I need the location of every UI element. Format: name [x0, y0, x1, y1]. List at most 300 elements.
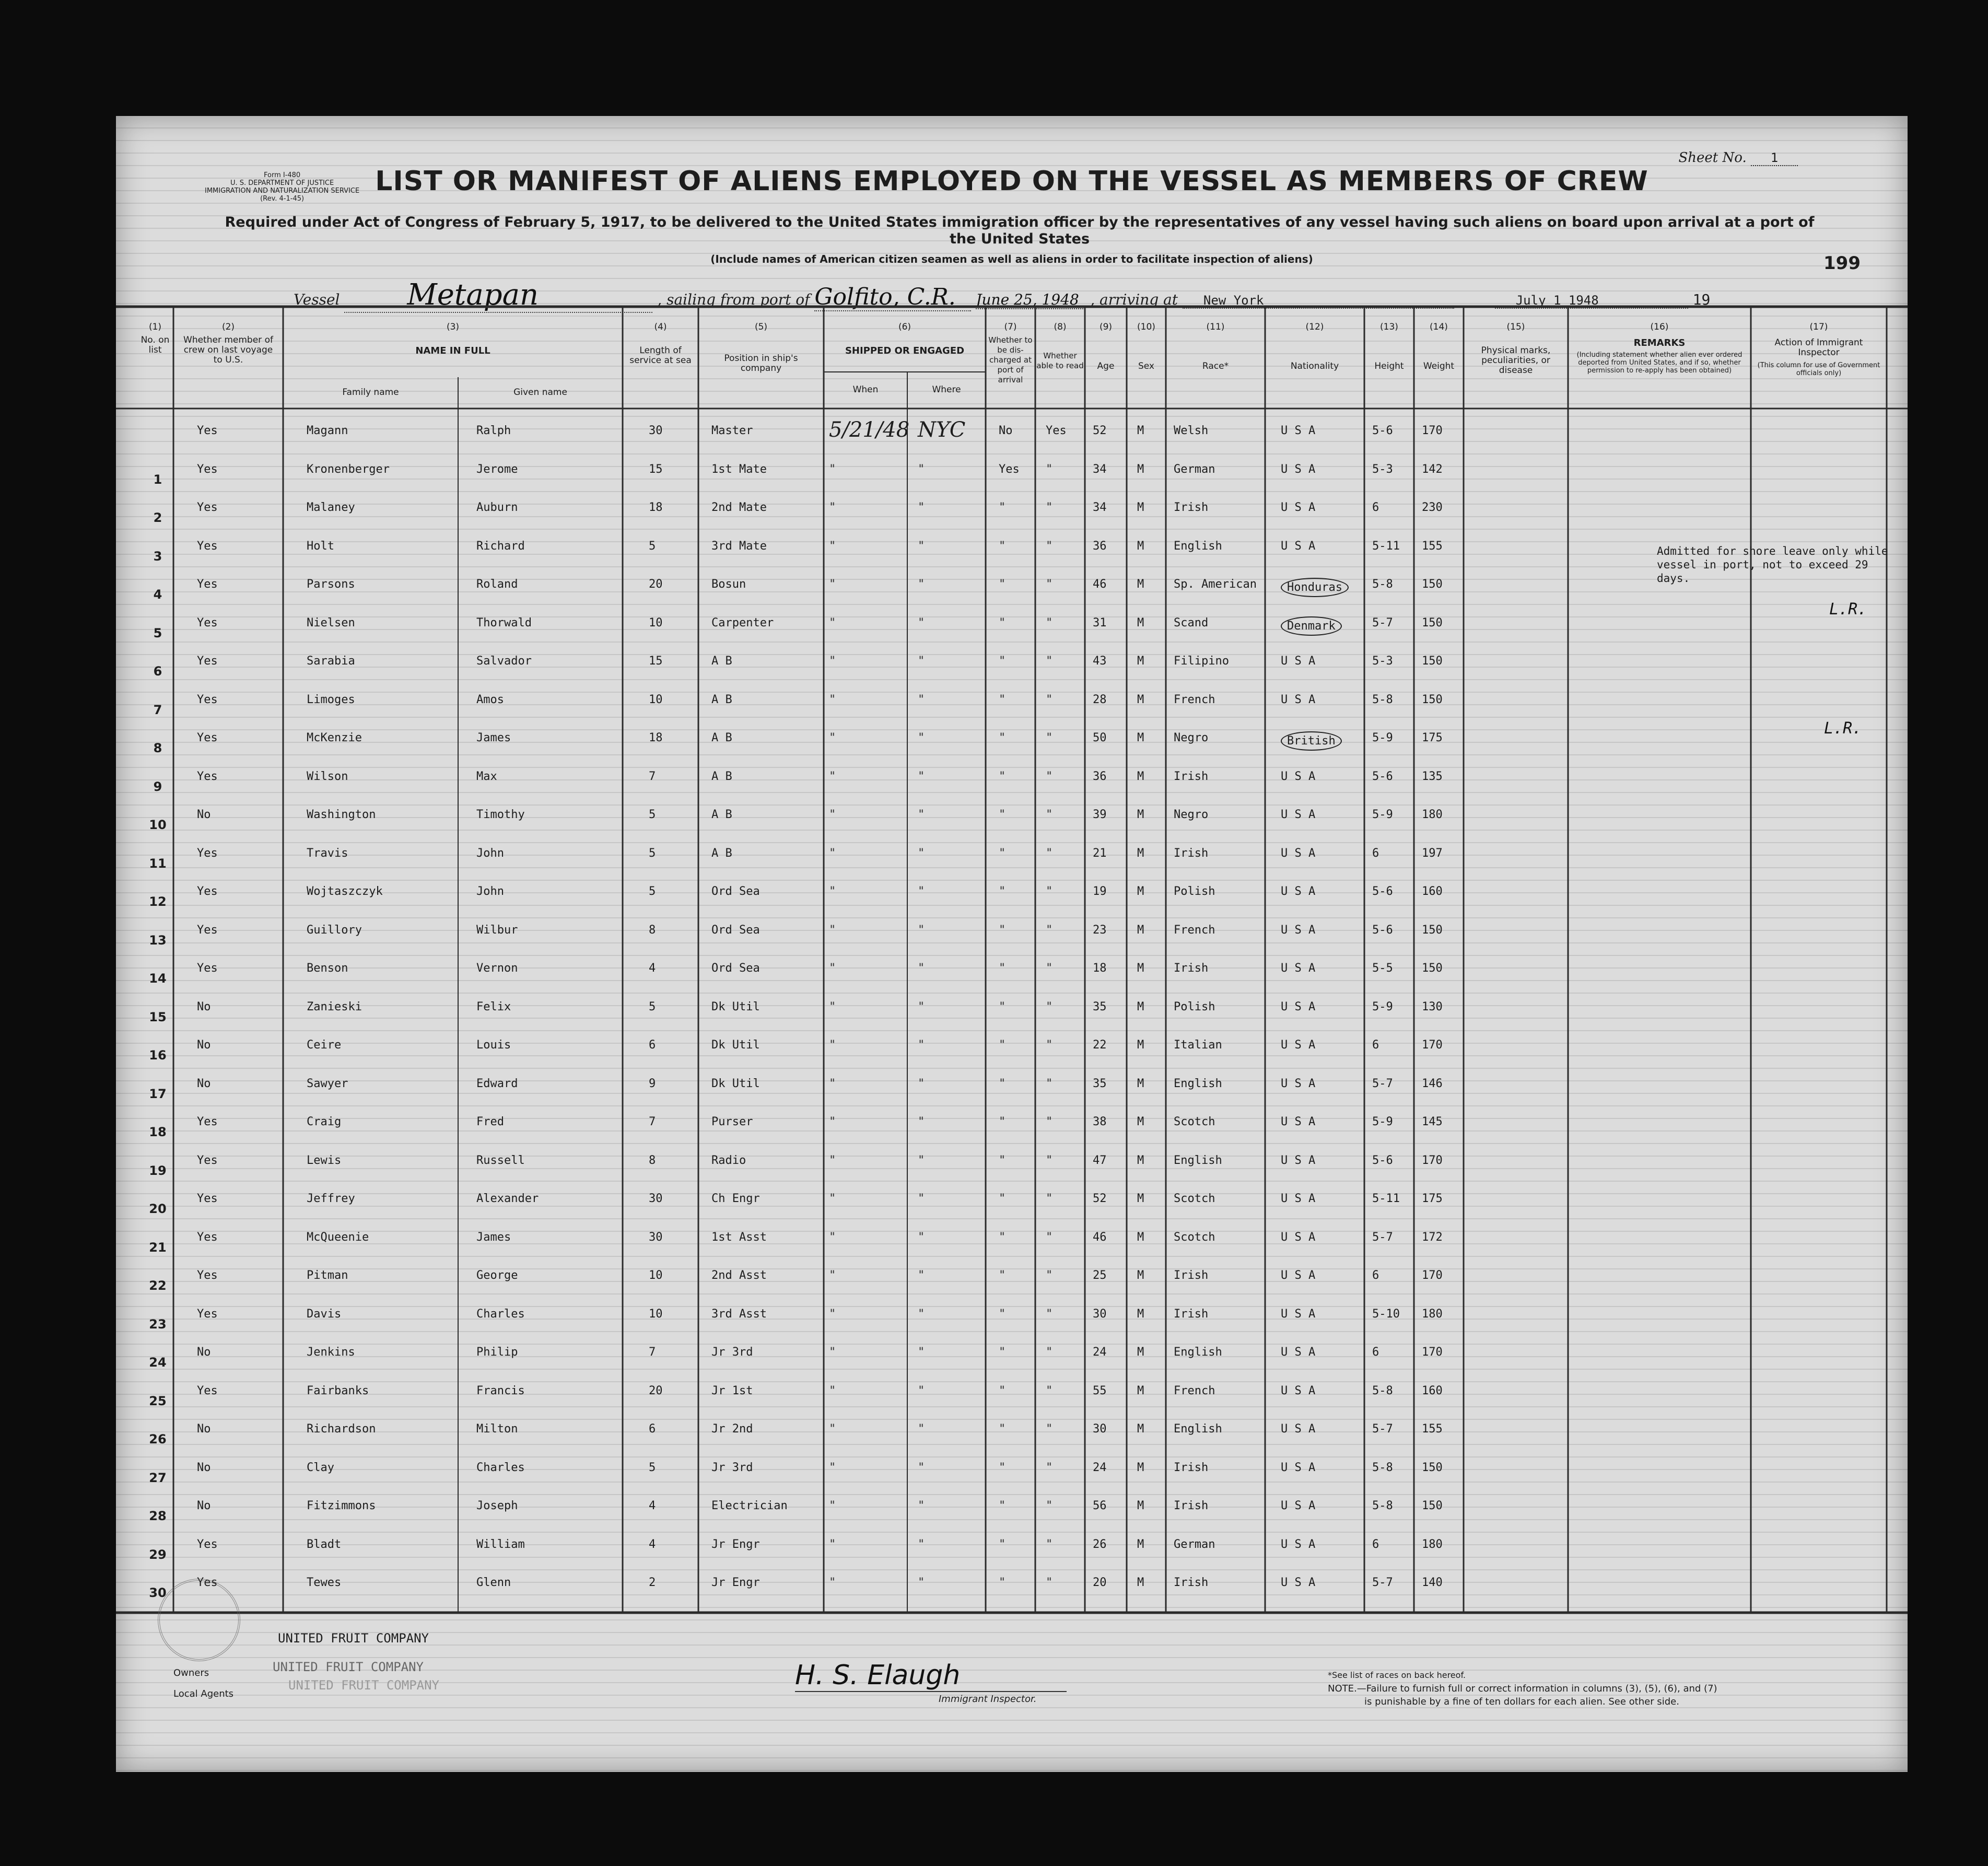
row-age: 19: [1093, 885, 1107, 898]
row-race: English: [1174, 539, 1222, 553]
row-family-name: McKenzie: [307, 731, 362, 744]
row-able-to-read: ": [1046, 1039, 1053, 1052]
col-num-2: (2): [221, 322, 235, 332]
row-family-name: Jenkins: [307, 1346, 355, 1359]
row-shipped-when: ": [829, 1384, 836, 1397]
row-family-name: Pitman: [307, 1269, 348, 1282]
row-sex: M: [1137, 769, 1144, 783]
col-given-name: Given name: [513, 387, 567, 398]
row-shipped-when: ": [829, 616, 836, 629]
row-able-to-read: ": [1046, 731, 1053, 744]
row-family-name: Sarabia: [307, 655, 355, 668]
row-shipped-when: 5/21/48: [829, 418, 910, 442]
col-num-14: (14): [1430, 322, 1448, 332]
row-list-number: 30: [149, 1585, 167, 1600]
row-list-number: 14: [149, 971, 167, 986]
row-given-name: Russell: [476, 1153, 525, 1167]
vessel-label: Vessel: [294, 291, 340, 308]
row-nationality: U S A: [1281, 1192, 1316, 1205]
row-given-name: Felix: [476, 1000, 511, 1013]
row-list-number: 1: [153, 472, 162, 487]
vessel-line: [294, 278, 1710, 313]
row-height: 5-3: [1372, 655, 1393, 668]
row-weight: 170: [1422, 1269, 1443, 1282]
row-last-voyage: Yes: [197, 885, 218, 898]
row-able-to-read: ": [1046, 1384, 1053, 1397]
row-sex: M: [1137, 1115, 1144, 1128]
manifest-sheet: [116, 116, 1908, 1772]
row-sex: M: [1137, 846, 1144, 860]
row-family-name: Magann: [307, 424, 348, 437]
row-shipped-when: ": [829, 501, 836, 514]
row-able-to-read: ": [1046, 1115, 1053, 1128]
row-sex: M: [1137, 655, 1144, 668]
col-remarks: REMARKS: [1633, 337, 1686, 348]
row-able-to-read: ": [1046, 1307, 1053, 1321]
row-discharged: ": [999, 1422, 1006, 1436]
arriving-port: New York: [1183, 293, 1454, 309]
row-race: Negro: [1174, 808, 1209, 821]
row-family-name: Clay: [307, 1461, 334, 1474]
row-discharged: ": [999, 1230, 1006, 1244]
row-position: Jr 2nd: [711, 1422, 753, 1436]
year-label: 19: [1692, 291, 1711, 308]
sheet-number: [1678, 150, 1798, 166]
row-discharged: ": [999, 539, 1006, 553]
row-position: Dk Util: [711, 1039, 760, 1052]
row-sex: M: [1137, 1461, 1144, 1474]
row-family-name: Jeffrey: [307, 1192, 355, 1205]
row-age: 36: [1093, 769, 1107, 783]
col-name-in-full: NAME IN FULL: [415, 345, 490, 356]
row-position: Purser: [711, 1115, 753, 1128]
row-position: Electrician: [711, 1499, 788, 1512]
row-race: German: [1174, 462, 1215, 476]
row-discharged: ": [999, 923, 1006, 937]
page-title: LIST OR MANIFEST OF ALIENS EMPLOYED ON THE VESSEL AS MEMBERS OF CREW: [375, 166, 1648, 197]
row-shipped-when: ": [829, 1192, 836, 1205]
arriving-label: , arriving at: [1090, 291, 1178, 308]
row-list-number: 8: [153, 741, 162, 755]
row-list-number: 29: [149, 1547, 167, 1562]
row-position: Carpenter: [711, 616, 774, 629]
row-last-voyage: No: [197, 1461, 211, 1474]
row-shipped-where: ": [918, 1307, 925, 1321]
row-list-number: 10: [149, 818, 167, 832]
row-given-name: Philip: [476, 1346, 518, 1359]
col-position: Position in ship's company: [724, 353, 798, 374]
row-age: 46: [1093, 578, 1107, 591]
row-able-to-read: ": [1046, 769, 1053, 783]
row-nationality: U S A: [1281, 693, 1316, 706]
row-nationality: Denmark: [1281, 616, 1342, 636]
row-age: 52: [1093, 1192, 1107, 1205]
row-list-number: 23: [149, 1316, 167, 1332]
row-able-to-read: ": [1046, 885, 1053, 898]
row-nationality: U S A: [1281, 462, 1316, 476]
row-shipped-when: ": [829, 1461, 836, 1474]
col-when: When: [852, 384, 879, 395]
row-shipped-where: ": [918, 769, 925, 783]
row-last-voyage: No: [197, 1039, 211, 1052]
row-family-name: Parsons: [307, 578, 355, 591]
row-last-voyage: Yes: [197, 424, 218, 437]
row-race: Irish: [1174, 1461, 1209, 1474]
row-discharged: ": [999, 1115, 1006, 1128]
row-discharged: ": [999, 578, 1006, 591]
row-given-name: Jerome: [476, 462, 518, 476]
service-label: IMMIGRATION AND NATURALIZATION SERVICE: [205, 187, 360, 195]
row-able-to-read: ": [1046, 616, 1053, 629]
row-shipped-where: ": [918, 578, 925, 591]
row-shipped-where: ": [918, 846, 925, 860]
row-last-voyage: No: [197, 1499, 211, 1512]
row-able-to-read: ": [1046, 1153, 1053, 1167]
row-age: 34: [1093, 501, 1107, 514]
row-sex: M: [1137, 1384, 1144, 1397]
include-note: (Include names of American citizen seamen as well as aliens in order to facilitate inspection of aliens): [710, 253, 1313, 265]
remark-shore-leave: Admitted for shore leave only while vessel in port, not to exceed 29 days.: [1657, 545, 1888, 585]
row-position: Master: [711, 424, 753, 437]
row-family-name: Kronenberger: [307, 462, 390, 476]
row-shipped-where: ": [918, 808, 925, 821]
row-shipped-when: ": [829, 578, 836, 591]
master-company: UNITED FRUIT COMPANY: [278, 1631, 429, 1646]
row-last-voyage: No: [197, 1077, 211, 1090]
row-last-voyage: Yes: [197, 539, 218, 553]
col-num-8: (8): [1054, 322, 1067, 332]
row-race: French: [1174, 693, 1215, 706]
row-age: 25: [1093, 1269, 1107, 1282]
row-given-name: Auburn: [476, 501, 518, 514]
row-service-years: 5: [649, 1000, 656, 1013]
col-where: Where: [932, 384, 961, 395]
row-age: 35: [1093, 1000, 1107, 1013]
row-service-years: 30: [649, 1230, 663, 1244]
row-weight: 172: [1422, 1230, 1443, 1244]
row-able-to-read: ": [1046, 501, 1053, 514]
row-position: 1st Asst: [711, 1230, 767, 1244]
row-discharged: ": [999, 1384, 1006, 1397]
row-height: 5-6: [1372, 769, 1393, 783]
row-discharged: ": [999, 693, 1006, 706]
row-weight: 170: [1422, 424, 1443, 437]
row-shipped-where: ": [918, 1000, 925, 1013]
row-able-to-read: ": [1046, 1269, 1053, 1282]
races-note: *See list of races on back hereof.: [1328, 1670, 1466, 1680]
row-service-years: 9: [649, 1077, 656, 1090]
row-shipped-when: ": [829, 846, 836, 860]
row-nationality: U S A: [1281, 501, 1316, 514]
col-physical-marks: Physical marks, peculiarities, or disease: [1481, 345, 1551, 376]
row-able-to-read: ": [1046, 1000, 1053, 1013]
row-age: 39: [1093, 808, 1107, 821]
row-position: Radio: [711, 1153, 746, 1167]
row-service-years: 6: [649, 1039, 656, 1052]
row-given-name: Max: [476, 769, 497, 783]
row-nationality: U S A: [1281, 539, 1316, 553]
row-shipped-when: ": [829, 923, 836, 937]
row-race: Irish: [1174, 501, 1209, 514]
col-sex: Sex: [1138, 361, 1154, 371]
row-shipped-where: ": [918, 693, 925, 706]
row-race: English: [1174, 1346, 1222, 1359]
row-race: Irish: [1174, 846, 1209, 860]
row-service-years: 2: [649, 1576, 656, 1589]
row-weight: 150: [1422, 578, 1443, 591]
row-race: Italian: [1174, 1039, 1222, 1052]
inspector-label: Immigrant Inspector.: [939, 1694, 1037, 1705]
col-num-15: (15): [1506, 322, 1525, 332]
sailing-port: Golfito, C.R.: [814, 284, 971, 311]
page-subtitle: Required under Act of Congress of February 5, 1917, to be delivered to the United States immigration officer by the representatives of any vessel having such aliens on board upon arrival at a port of the United States: [225, 214, 1815, 247]
row-family-name: Sawyer: [307, 1077, 348, 1090]
row-position: Bosun: [711, 578, 746, 591]
row-height: 5-11: [1372, 539, 1400, 553]
col-height: Height: [1374, 361, 1404, 371]
row-position: Ord Sea: [711, 923, 760, 937]
row-shipped-when: ": [829, 693, 836, 706]
row-position: Dk Util: [711, 1000, 760, 1013]
row-shipped-where: ": [918, 1499, 925, 1512]
row-shipped-where: ": [918, 1269, 925, 1282]
row-weight: 230: [1422, 501, 1443, 514]
row-last-voyage: Yes: [197, 616, 218, 629]
row-service-years: 30: [649, 1192, 663, 1205]
row-nationality: U S A: [1281, 1039, 1316, 1052]
row-service-years: 7: [649, 1115, 656, 1128]
row-nationality: U S A: [1281, 1115, 1316, 1128]
row-age: 22: [1093, 1039, 1107, 1052]
row-service-years: 15: [649, 655, 663, 668]
row-weight: 155: [1422, 1422, 1443, 1436]
row-service-years: 5: [649, 1461, 656, 1474]
row-able-to-read: ": [1046, 923, 1053, 937]
row-position: Ord Sea: [711, 962, 760, 975]
row-height: 6: [1372, 846, 1379, 860]
row-height: 5-7: [1372, 1422, 1393, 1436]
inspector-signature: H. S. Elaugh: [795, 1660, 1067, 1692]
row-shipped-where: ": [918, 616, 925, 629]
row-height: 5-9: [1372, 808, 1393, 821]
row-list-number: 27: [149, 1470, 167, 1485]
row-last-voyage: Yes: [197, 1192, 218, 1205]
row-nationality: U S A: [1281, 885, 1316, 898]
row-position: Jr 1st: [711, 1384, 753, 1397]
row-race: Irish: [1174, 1307, 1209, 1321]
row-last-voyage: Yes: [197, 578, 218, 591]
row-shipped-where: ": [918, 1077, 925, 1090]
row-nationality: U S A: [1281, 1153, 1316, 1167]
row-service-years: 10: [649, 1269, 663, 1282]
row-nationality: U S A: [1281, 1230, 1316, 1244]
row-age: 20: [1093, 1576, 1107, 1589]
row-sex: M: [1137, 1077, 1144, 1090]
row-given-name: Salvador: [476, 655, 532, 668]
row-last-voyage: Yes: [197, 501, 218, 514]
row-sex: M: [1137, 731, 1144, 744]
row-position: Jr Engr: [711, 1537, 760, 1551]
row-shipped-where: ": [918, 1537, 925, 1551]
row-sex: M: [1137, 962, 1144, 975]
row-height: 6: [1372, 1269, 1379, 1282]
row-last-voyage: Yes: [197, 1153, 218, 1167]
row-shipped-where: ": [918, 1461, 925, 1474]
row-shipped-where: ": [918, 539, 925, 553]
row-race: Scand: [1174, 616, 1209, 629]
row-shipped-when: ": [829, 1537, 836, 1551]
row-age: 30: [1093, 1307, 1107, 1321]
row-race: Scotch: [1174, 1230, 1215, 1244]
row-height: 5-8: [1372, 1384, 1393, 1397]
row-shipped-when: ": [829, 1346, 836, 1359]
row-age: 23: [1093, 923, 1107, 937]
row-family-name: McQueenie: [307, 1230, 369, 1244]
row-sex: M: [1137, 1346, 1144, 1359]
row-position: A B: [711, 693, 732, 706]
col-discharged: Whether to be dis-charged at port of arrival: [988, 335, 1033, 384]
col-num-9: (9): [1099, 322, 1113, 332]
row-height: 5-7: [1372, 616, 1393, 629]
row-shipped-when: ": [829, 1576, 836, 1589]
row-family-name: Richardson: [307, 1422, 376, 1436]
row-shipped-when: ": [829, 1153, 836, 1167]
row-weight: 150: [1422, 655, 1443, 668]
row-position: A B: [711, 731, 732, 744]
row-sex: M: [1137, 1153, 1144, 1167]
row-height: 5-6: [1372, 424, 1393, 437]
row-nationality: U S A: [1281, 1537, 1316, 1551]
row-list-number: 17: [149, 1086, 167, 1101]
row-last-voyage: Yes: [197, 769, 218, 783]
sailing-date: June 25, 1948: [976, 291, 1085, 309]
row-height: 5-6: [1372, 923, 1393, 937]
col-inspector-note: (This column for use of Government officials only): [1757, 361, 1880, 377]
row-discharged: ": [999, 1499, 1006, 1512]
row-nationality: U S A: [1281, 808, 1316, 821]
row-age: 18: [1093, 962, 1107, 975]
row-service-years: 5: [649, 808, 656, 821]
row-given-name: Amos: [476, 693, 504, 706]
stamp-number: 199: [1823, 253, 1861, 274]
row-able-to-read: ": [1046, 1346, 1053, 1359]
row-able-to-read: ": [1046, 1461, 1053, 1474]
row-family-name: Guillory: [307, 923, 362, 937]
row-height: 5-6: [1372, 1153, 1393, 1167]
row-sex: M: [1137, 578, 1144, 591]
row-shipped-when: ": [829, 1269, 836, 1282]
col-num-5: (5): [754, 322, 768, 332]
row-shipped-when: ": [829, 1307, 836, 1321]
row-shipped-where: ": [918, 923, 925, 937]
row-discharged: ": [999, 655, 1006, 668]
row-sex: M: [1137, 1192, 1144, 1205]
row-family-name: Wojtaszczyk: [307, 885, 383, 898]
row-family-name: Ceire: [307, 1039, 342, 1052]
row-discharged: ": [999, 885, 1006, 898]
row-weight: 130: [1422, 1000, 1443, 1013]
row-discharged: ": [999, 1537, 1006, 1551]
row-shipped-when: ": [829, 808, 836, 821]
row-age: 34: [1093, 462, 1107, 476]
row-weight: 155: [1422, 539, 1443, 553]
row-nationality: U S A: [1281, 655, 1316, 668]
row-service-years: 18: [649, 501, 663, 514]
col-weight: Weight: [1423, 361, 1455, 371]
row-last-voyage: Yes: [197, 1269, 218, 1282]
agents-company: UNITED FRUIT COMPANY: [288, 1678, 439, 1693]
col-num-7: (7): [1004, 322, 1017, 332]
row-sex: M: [1137, 462, 1144, 476]
row-race: Negro: [1174, 731, 1209, 744]
row-shipped-when: ": [829, 1499, 836, 1512]
row-able-to-read: ": [1046, 655, 1053, 668]
row-list-number: 26: [149, 1432, 167, 1447]
row-race: English: [1174, 1422, 1222, 1436]
row-age: 56: [1093, 1499, 1107, 1512]
row-height: 6: [1372, 1346, 1379, 1359]
row-last-voyage: No: [197, 1346, 211, 1359]
row-discharged: ": [999, 1192, 1006, 1205]
row-sex: M: [1137, 885, 1144, 898]
row-list-number: 24: [149, 1355, 167, 1370]
row-discharged: ": [999, 962, 1006, 975]
row-given-name: Richard: [476, 539, 525, 553]
col-age: Age: [1097, 361, 1115, 371]
row-family-name: Zanieski: [307, 1000, 362, 1013]
row-weight: 160: [1422, 885, 1443, 898]
row-service-years: 4: [649, 1537, 656, 1551]
row-height: 5-7: [1372, 1077, 1393, 1090]
row-nationality: Honduras: [1281, 578, 1349, 597]
row-discharged: Yes: [999, 462, 1020, 476]
row-service-years: 20: [649, 1384, 663, 1397]
row-age: 50: [1093, 731, 1107, 744]
row-shipped-where: ": [918, 1346, 925, 1359]
row-last-voyage: No: [197, 808, 211, 821]
row-able-to-read: ": [1046, 1192, 1053, 1205]
row-position: 3rd Asst: [711, 1307, 767, 1321]
row-race: English: [1174, 1153, 1222, 1167]
row-able-to-read: ": [1046, 1499, 1053, 1512]
row-last-voyage: Yes: [197, 846, 218, 860]
row-last-voyage: No: [197, 1000, 211, 1013]
row-discharged: ": [999, 501, 1006, 514]
row-nationality: U S A: [1281, 1422, 1316, 1436]
row-age: 31: [1093, 616, 1107, 629]
row-family-name: Fairbanks: [307, 1384, 369, 1397]
row-shipped-where: ": [918, 1039, 925, 1052]
row-height: 5-9: [1372, 1115, 1393, 1128]
row-position: 2nd Mate: [711, 501, 767, 514]
col-num-16: (16): [1650, 322, 1669, 332]
row-weight: 150: [1422, 962, 1443, 975]
row-list-number: 20: [149, 1202, 167, 1216]
revision-label: (Rev. 4-1-45): [260, 195, 305, 203]
row-family-name: Tewes: [307, 1576, 342, 1589]
row-list-number: 7: [153, 702, 162, 717]
row-age: 38: [1093, 1115, 1107, 1128]
row-nationality: U S A: [1281, 1499, 1316, 1512]
row-given-name: Charles: [476, 1307, 525, 1321]
row-sex: M: [1137, 539, 1144, 553]
row-discharged: ": [999, 1269, 1006, 1282]
row-sex: M: [1137, 808, 1144, 821]
row-nationality: U S A: [1281, 1269, 1316, 1282]
row-given-name: Charles: [476, 1461, 525, 1474]
row-shipped-when: ": [829, 1000, 836, 1013]
col-race: Race*: [1202, 361, 1229, 371]
